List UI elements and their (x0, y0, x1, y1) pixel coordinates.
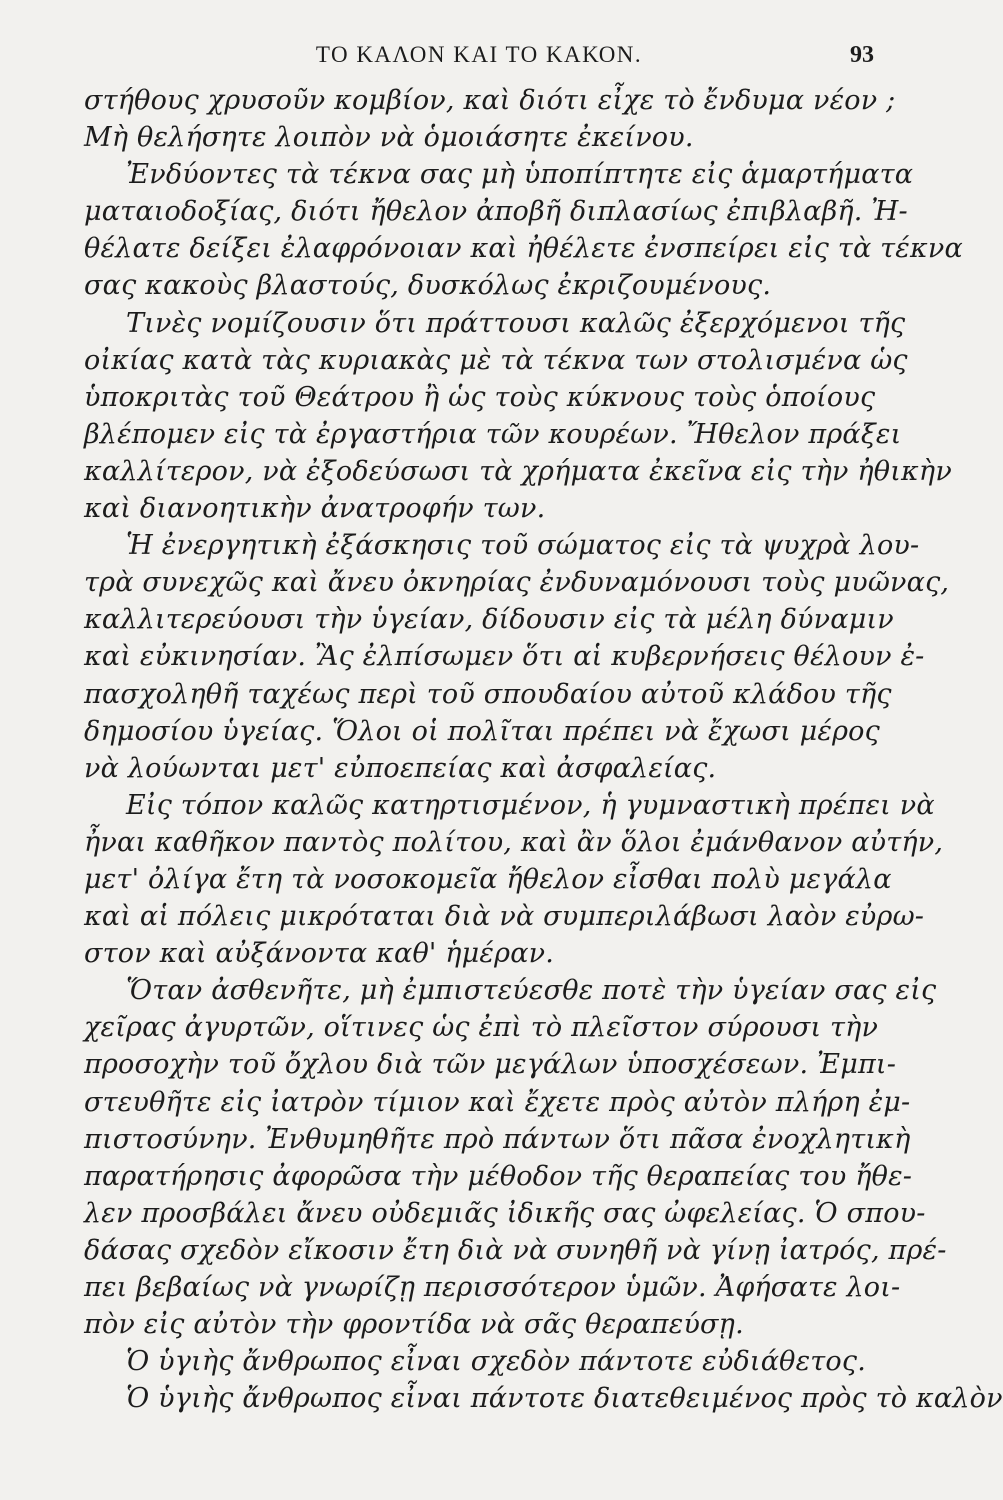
text-line: στήθους χρυσοῦν κομβίον, καὶ διότι εἶχε τὸ ἔνδυμα νέον ; (84, 85, 896, 116)
text-line: πει βεβαίως νὰ γνωρίζῃ περισσότερον ὑμῶν. Ἀφήσατε λοι- (84, 1272, 901, 1303)
text-line: πὸν εἰς αὐτὸν τὴν φροντίδα νὰ σᾶς θεραπεύσῃ. (84, 1309, 744, 1341)
text-line: στευθῆτε εἰς ἰατρὸν τίμιον καὶ ἔχετε πρὸς αὐτὸν πλήρη ἐμ- (84, 1086, 911, 1118)
text-line: Ὁ ὑγιὴς ἄνθρωπος εἶναι πάντοτε διατεθειμένος πρὸς τὸ καλὸν (126, 1383, 1003, 1415)
text-line: προσοχὴν τοῦ ὄχλου διὰ τῶν μεγάλων ὑποσχέσεων. Ἐμπι- (84, 1049, 897, 1081)
text-line: καὶ εὐκινησίαν. Ἂς ἐλπίσωμεν ὅτι αἱ κυβερνήσεις θέλουν ἐ- (84, 641, 925, 673)
text-line: δημοσίου ὑγείας. Ὅλοι οἱ πολῖται πρέπει νὰ ἔχωσι μέρος (84, 715, 880, 747)
page-header (84, 32, 874, 72)
text-line: πιστοσύνην. Ἐνθυμηθῆτε πρὸ πάντων ὅτι πᾶσα ἐνοχλητικὴ (84, 1123, 911, 1155)
text-line: μετ' ὀλίγα ἔτη τὰ νοσοκομεῖα ἤθελον εἶσθαι πολὺ μεγάλα (84, 863, 892, 895)
text-line: οἰκίας κατὰ τὰς κυριακὰς μὲ τὰ τέκνα των στολισμένα ὡς (84, 344, 908, 376)
text-line: Ἐνδύοντες τὰ τέκνα σας μὴ ὑποπίπτητε εἰς ἁμαρτήματα (126, 159, 914, 191)
text-line: θέλατε δείξει ἐλαφρόνοιαν καὶ ἠθέλετε ἐνσπείρει εἰς τὰ τέκνα (84, 233, 963, 265)
text-line: στον καὶ αὐξάνοντα καθ' ἡμέραν. (84, 938, 555, 970)
text-line: Ὁ ὑγιὴς ἄνθρωπος εἶναι σχεδὸν πάντοτε εὐδιάθετος. (126, 1346, 866, 1378)
text-line: δάσας σχεδὸν εἴκοσιν ἔτη διὰ νὰ συνηθῆ νὰ γίνῃ ἰατρός, πρέ- (84, 1234, 947, 1266)
text-line: Ἡ ἐνεργητικὴ ἐξάσκησις τοῦ σώματος εἰς τὰ ψυχρὰ λου- (126, 530, 920, 562)
text-line: τρὰ συνεχῶς καὶ ἄνευ ὀκνηρίας ἐνδυναμόνουσι τοὺς μυῶνας, (84, 567, 950, 599)
text-line: λεν προσβάλει ἄνευ οὐδεμιᾶς ἰδικῆς σας ὠφελείας. Ὁ σπου- (84, 1197, 926, 1229)
text-line: παρατήρησις ἀφορῶσα τὴν μέθοδον τῆς θεραπείας του ἤθε- (84, 1160, 913, 1192)
text-line: πασχοληθῆ ταχέως περὶ τοῦ σπουδαίου αὐτοῦ κλάδου τῆς (84, 678, 892, 710)
text-line: καλλιτερεύουσι τὴν ὑγείαν, δίδουσιν εἰς τὰ μέλη δύναμιν (84, 604, 894, 636)
text-line: καὶ διανοητικὴν ἀνατροφήν των. (84, 493, 546, 525)
text-line: Εἰς τόπον καλῶς κατηρτισμένον, ἡ γυμναστικὴ πρέπει νὰ (126, 789, 935, 821)
text-line: Ὅταν ἀσθενῆτε, μὴ ἐμπιστεύεσθε ποτὲ τὴν ὑγείαν σας εἰς (126, 975, 937, 1007)
page-number: 93 (850, 42, 874, 68)
text-line: ἦναι καθῆκον παντὸς πολίτου, καὶ ἂν ὅλοι ἐμάνθανον αὐτήν, (84, 826, 944, 858)
text-line: βλέπομεν εἰς τὰ ἐργαστήρια τῶν κουρέων. Ἤθελον πράξει (84, 418, 902, 450)
text-line: ματαιοδοξίας, διότι ἤθελον ἀποβῆ διπλασίως ἐπιβλαβῆ. Ἠ- (84, 196, 908, 228)
text-line: νὰ λούωνται μετ' εὐποεπείας καὶ ἀσφαλείας. (84, 752, 717, 784)
text-line: καλλίτερον, νὰ ἐξοδεύσωσι τὰ χρήματα ἐκεῖνα εἰς τὴν ἠθικὴν (84, 455, 952, 487)
text-line: καὶ αἱ πόλεις μικρόταται διὰ νὰ συμπεριλάβωσι λαὸν εὐρω- (84, 901, 925, 933)
text-line: σας κακοὺς βλαστούς, δυσκόλως ἐκριζουμένους. (84, 270, 772, 302)
text-line: ὑποκριτὰς τοῦ Θεάτρου ἢ ὡς τοὺς κύκνους τοὺς ὁποίους (84, 381, 876, 413)
text-line: Μὴ θελήσητε λοιπὸν νὰ ὁμοιάσητε ἐκείνου. (84, 122, 694, 154)
text-line: Τινὲς νομίζουσιν ὅτι πράττουσι καλῶς ἐξερχόμενοι τῆς (126, 307, 906, 339)
body-text (84, 82, 1003, 1417)
running-title: ΤΟ ΚΑΛΟΝ ΚΑΙ ΤΟ ΚΑΚΟΝ. (315, 42, 643, 67)
text-line: χεῖρας ἀγυρτῶν, οἵτινες ὡς ἐπὶ τὸ πλεῖστον σύρουσι τὴν (84, 1012, 879, 1044)
